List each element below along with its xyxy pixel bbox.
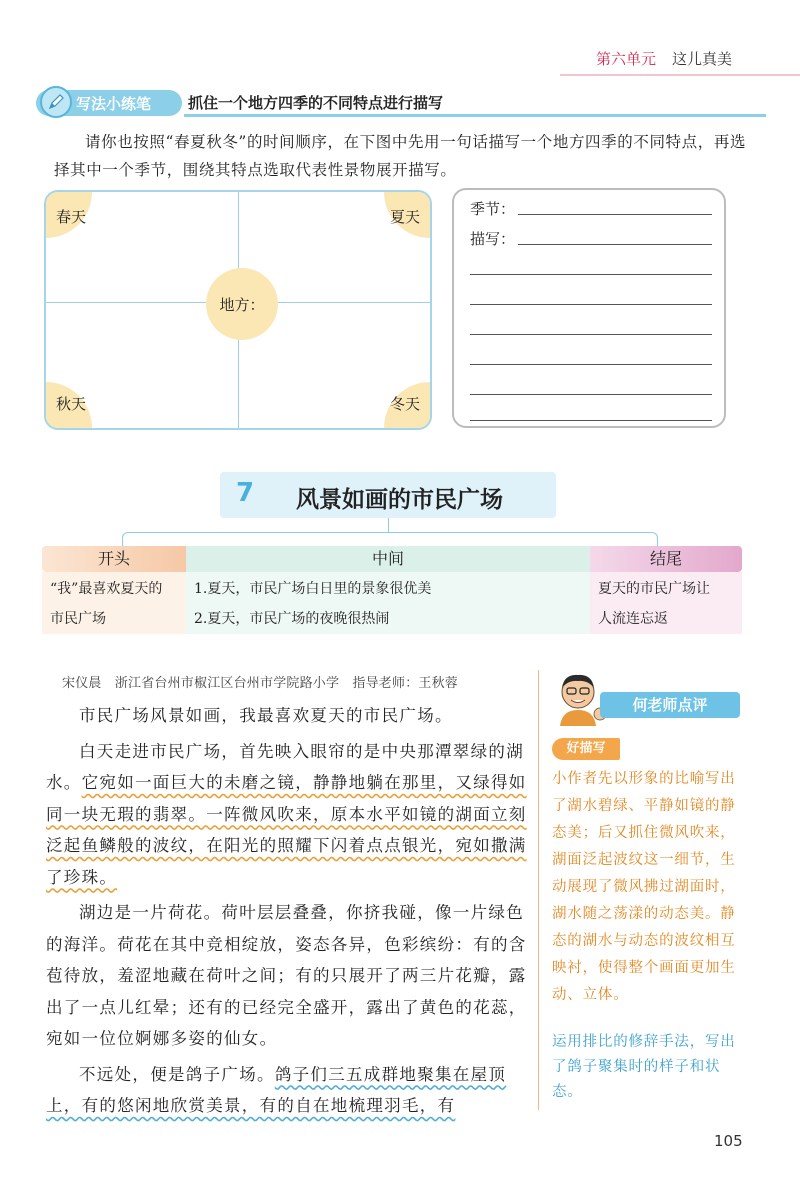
paragraph: 市民广场风景如画，我最喜欢夏天的市民广场。 xyxy=(79,706,453,725)
unit-label: 第六单元 xyxy=(596,50,657,68)
comment-divider xyxy=(538,670,539,1110)
header-divider xyxy=(560,74,800,76)
writing-line[interactable] xyxy=(470,394,712,395)
paragraph: 湖边是一片荷花。荷叶层层叠叠，你挤我碰，像一片绿色的海洋。荷花在其中竞相绽放，姿态各异，色彩缤纷：有的含苞待放，羞涩地藏在荷叶之间；有的只展开了两三片花瓣，露出了一点儿红晕；还有的已经完全盛开，露出了黄色的花蕊，宛如一位位婀娜多姿的仙女。 xyxy=(46,903,527,1048)
autumn-label: 秋天 xyxy=(56,395,87,413)
winter-label: 冬天 xyxy=(389,395,420,413)
spring-label: 春天 xyxy=(56,208,87,226)
comment-description: 小作者先以形象的比喻写出了湖水碧绿、平静如镜的静态美；后又抓住微风吹来，湖面泛起波纹这一细节，生动展现了微风拂过湖面时，湖水随之荡漾的动态美。静态的湖水与动态的波纹相互映衬，使得整个画面更加生动、立体。 xyxy=(552,771,736,1003)
writing-line[interactable] xyxy=(470,334,712,335)
highlighted-parallelism: 鸽子们三五成群地聚集在屋顶上，有的悠闲地欣赏美景，有的自在地梳理羽毛，有 xyxy=(46,1064,507,1115)
paragraph xyxy=(46,736,528,894)
outline-start-body xyxy=(42,572,186,634)
writing-box xyxy=(452,188,726,428)
outline-line: “我”最喜欢夏天的 xyxy=(50,581,163,597)
outline-line: 2.夏天，市民广场的夜晚很热闹 xyxy=(194,611,390,627)
season-field-label: 季节： xyxy=(470,200,516,218)
place-label: 地方： xyxy=(206,268,278,340)
good-description-tag: 好描写 xyxy=(552,738,620,760)
pen-icon xyxy=(40,86,72,118)
outline-end-body xyxy=(590,572,742,634)
paragraph xyxy=(46,1059,528,1122)
essay-body xyxy=(46,700,528,1122)
practice-bar xyxy=(36,90,766,116)
outline-stem xyxy=(388,518,389,532)
author-line: 宋仪晨 浙江省台州市椒江区台州市学院路小学 指导老师：王秋蓉 xyxy=(62,676,459,691)
writing-line[interactable] xyxy=(470,364,712,365)
practice-title: 抓住一个地方四季的不同特点进行描写 xyxy=(188,94,444,112)
comment-parallelism: 运用排比的修辞手法，写出了鸽子聚集时的样子和状态。 xyxy=(552,1034,736,1100)
writing-line[interactable] xyxy=(470,420,712,421)
highlighted-description: 它宛如一面巨大的未磨之镜，静静地躺在那里，又绿得如同一块无瑕的翡翠。一阵微风吹来，原本水平如镜的湖面立刻泛起鱼鳞般的波纹，在阳光的照耀下闪着点点银光，宛如撒满了珍珠。 xyxy=(46,773,527,887)
practice-underline xyxy=(184,114,766,117)
outline-start-heading: 开头 xyxy=(42,546,186,572)
outline-end-heading: 结尾 xyxy=(590,546,742,572)
outline-middle-body xyxy=(186,572,590,634)
summer-label: 夏天 xyxy=(389,208,420,226)
page-number: 105 xyxy=(714,1132,743,1150)
description-line[interactable] xyxy=(518,244,712,245)
season-chart xyxy=(44,190,432,430)
paragraph-text: 不远处，便是鸽子广场。 xyxy=(79,1064,275,1084)
unit-title: 这儿真美 xyxy=(672,50,733,68)
description-field-label: 描写： xyxy=(470,230,516,248)
paragraph-text: 白天走进市民广场，首先映入眼帘的是中央那潭翠绿的湖水。 xyxy=(46,741,524,792)
outline-line: 人流连忘返 xyxy=(598,611,668,627)
practice-instructions: 请你也按照“春夏秋冬”的时间顺序，在下图中先用一句话描写一个地方四季的不同特点，再选择其中一个季节，围绕其特点选取代表性景物展开描写。 xyxy=(54,133,747,179)
essay-number: 7 xyxy=(236,478,255,508)
teacher-comment-tag: 何老师点评 xyxy=(600,692,740,718)
outline-middle-heading: 中间 xyxy=(186,546,590,572)
essay-banner xyxy=(220,472,556,518)
season-field-line[interactable] xyxy=(518,214,712,215)
outline-line: 夏天的市民广场让 xyxy=(598,581,710,597)
outline-line: 1.夏天，市民广场白日里的景象很优美 xyxy=(194,581,432,597)
writing-line[interactable] xyxy=(470,274,712,275)
essay-outline xyxy=(42,546,742,634)
practice-label: 写法小练笔 xyxy=(76,95,152,113)
outline-line: 市民广场 xyxy=(50,611,106,627)
writing-line[interactable] xyxy=(470,304,712,305)
essay-title: 风景如画的市民广场 xyxy=(296,487,503,513)
